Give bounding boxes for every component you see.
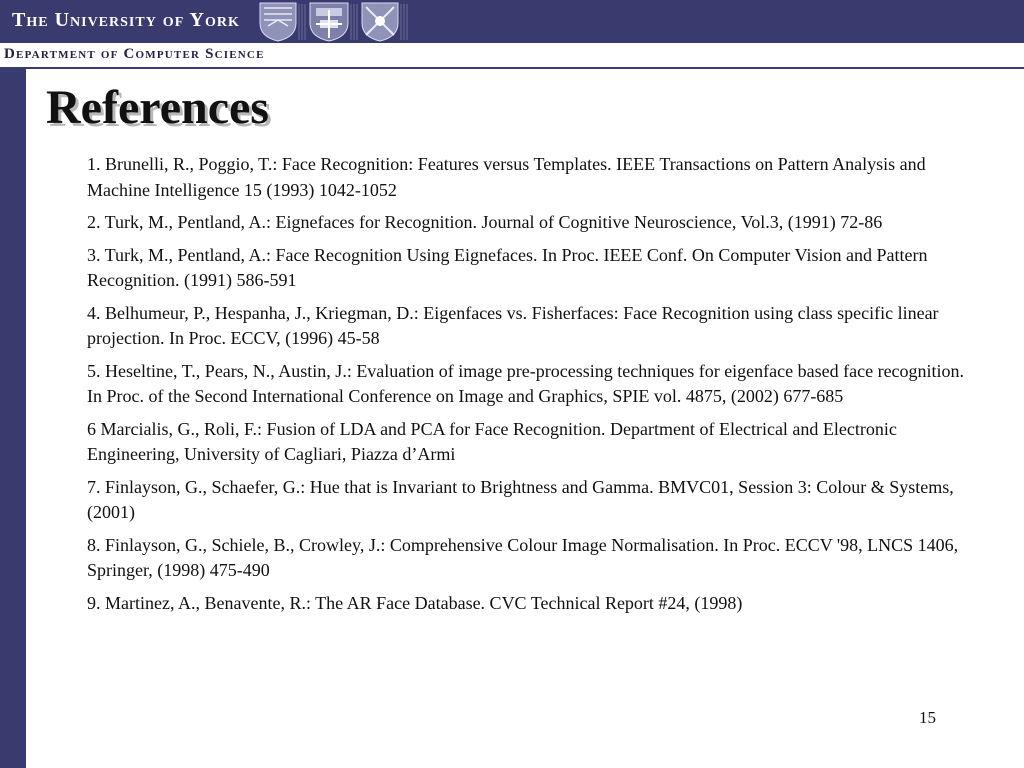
university-name: The University of York: [12, 9, 240, 31]
reference-list: [87, 152, 967, 623]
reference-item: 9. Martinez, A., Benavente, R.: The AR Face Database. CVC Technical Report #24, (1998): [87, 592, 743, 613]
reference-item: 6 Marcialis, G., Roli, F.: Fusion of LDA and PCA for Face Recognition. Department of Electrical and Electronic Engineering, University of Cagliari, Piazza d’Armi: [87, 418, 897, 464]
department-name: Department of Computer Science: [4, 46, 265, 62]
university-banner: [0, 0, 1024, 43]
reference-item: 5. Heseltine, T., Pears, N., Austin, J.: Evaluation of image pre-processing techniques for eigenface based face recognition. In Proc. of the Second International Conference on Image and Graphics, SPIE vol. 4875, (2002) 677-685: [87, 360, 965, 406]
university-crest-icon: [254, 0, 410, 43]
side-bar: [0, 69, 26, 768]
department-bar: [0, 43, 1024, 69]
page-number: 15: [919, 708, 936, 727]
reference-item: 4. Belhumeur, P., Hespanha, J., Kriegman, D.: Eigenfaces vs. Fisherfaces: Face Recognition using class specific linear projection. In Proc. ECCV, (1996) 45-58: [87, 302, 939, 348]
reference-item: 1. Brunelli, R., Poggio, T.: Face Recognition: Features versus Templates. IEEE Transactions on Pattern Analysis and Machine Intelligence 15 (1993) 1042-1052: [87, 154, 926, 200]
reference-item: 7. Finlayson, G., Schaefer, G.: Hue that is Invariant to Brightness and Gamma. BMVC01, Session 3: Colour & Systems, (2001): [87, 476, 954, 522]
reference-item: 3. Turk, M., Pentland, A.: Face Recognition Using Eignefaces. In Proc. IEEE Conf. On Computer Vision and Pattern Recognition. (1991) 586-591: [87, 244, 928, 290]
reference-item: 2. Turk, M., Pentland, A.: Eignefaces for Recognition. Journal of Cognitive Neuroscience, Vol.3, (1991) 72-86: [87, 212, 883, 232]
reference-item: 8. Finlayson, G., Schiele, B., Crowley, J.: Comprehensive Colour Image Normalisation. In Proc. ECCV '98, LNCS 1406, Springer, (1998) 475-490: [87, 534, 959, 580]
slide-title: References: [46, 81, 269, 134]
